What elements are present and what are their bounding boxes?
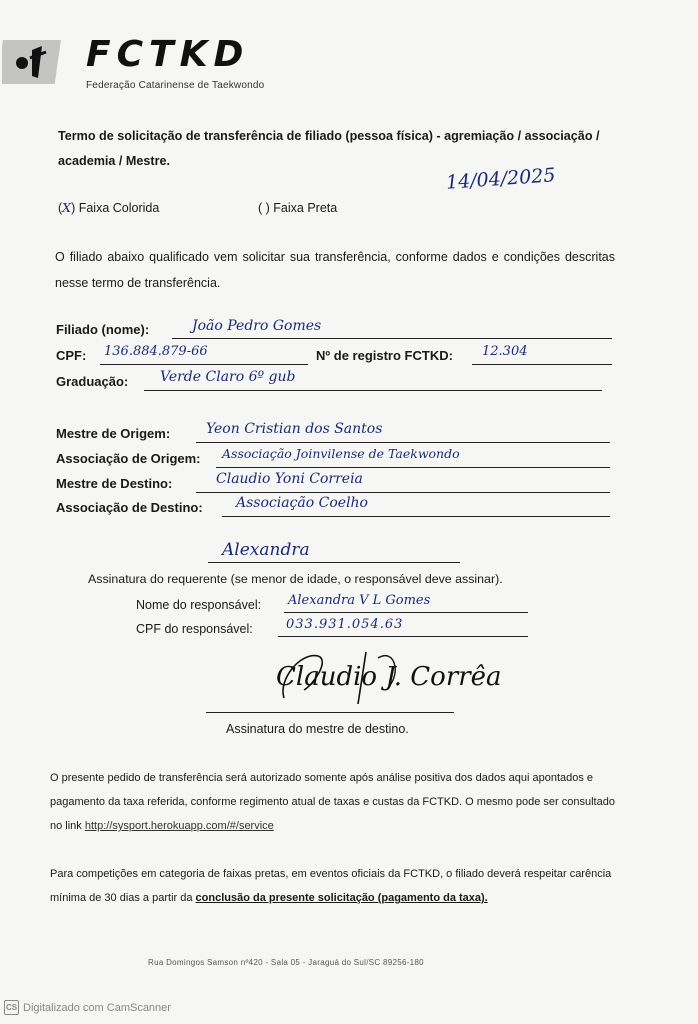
registro-line — [472, 364, 612, 365]
competition-notice — [50, 862, 615, 910]
resp-cpf-value: 033.931.054.63 — [286, 617, 404, 632]
scanner-label: Digitalizado com CamScanner — [23, 1001, 171, 1014]
filiado-line — [172, 338, 612, 339]
transfer-notice-text: O presente pedido de transferência será autorizado somente após análise positiva dos dados aqui apontados e pagamento da taxa referida, conforme regimento atual de taxas e custas da FCTKD. O mesmo pode ser consultado no link — [50, 772, 615, 832]
assoc-destino-label: Associação de Destino: — [56, 500, 203, 515]
camscanner-icon: CS — [4, 1000, 19, 1015]
graduacao-line — [144, 390, 602, 391]
master-signature: Claudio J. Corrêa — [276, 662, 502, 692]
scanner-watermark — [4, 1000, 171, 1015]
belt-checkmark: X — [62, 200, 72, 215]
document-title: Termo de solicitação de transferência de filiado (pessoa física) - agremiação / associação / academia / Mestre. — [58, 129, 600, 168]
handwritten-date: 14/04/2025 — [445, 164, 557, 194]
belt-option-colorida: (X) Faixa Colorida — [58, 200, 160, 215]
resp-name-line — [284, 612, 528, 613]
requester-caption: Assinatura do requerente (se menor de idade, o responsável deve assinar). — [88, 572, 503, 586]
logo-wordmark: FCTKD — [86, 34, 250, 75]
mestre-destino-value: Claudio Yoni Correia — [216, 471, 363, 487]
sysport-link[interactable]: http://sysport.herokuapp.com/#/service — [84, 820, 274, 832]
assoc-destino-line — [222, 516, 610, 517]
filiado-label: Filiado (nome): — [56, 322, 150, 337]
registro-value: 12.304 — [482, 344, 528, 359]
footer-address: Rua Domingos Samson nº420 - Sala 05 - Jaraguá do Sul/SC 89256-180 — [148, 958, 424, 967]
master-signature-flourish-icon — [270, 644, 440, 710]
cpf-value: 136.884.879-66 — [104, 344, 208, 359]
competition-notice-text: Para competições em categoria de faixas pretas, em eventos oficiais da FCTKD, o filiado deverá respeitar carência mínima de 30 dias a partir da — [50, 868, 612, 904]
assoc-origem-line — [216, 467, 610, 468]
mestre-origem-label: Mestre de Origem: — [56, 426, 171, 441]
cpf-line — [100, 364, 308, 365]
master-caption: Assinatura do mestre de destino. — [226, 722, 409, 736]
master-signature-line — [206, 712, 454, 713]
resp-name-value: Alexandra V L Gomes — [288, 593, 431, 608]
competition-notice-emphasis: conclusão da presente solicitação (pagamento da taxa). — [195, 892, 488, 904]
assoc-origem-value: Associação Joinvilense de Taekwondo — [222, 446, 460, 461]
cpf-label: CPF: — [56, 348, 87, 363]
filiado-value: João Pedro Gomes — [192, 318, 322, 334]
requester-signature-line — [208, 562, 460, 563]
graduacao-label: Graduação: — [56, 374, 129, 389]
requester-signature: Alexandra — [222, 540, 310, 560]
mestre-destino-line — [196, 492, 610, 493]
logo-subtitle: Federação Catarinense de Taekwondo — [86, 80, 265, 91]
assoc-destino-value: Associação Coelho — [236, 495, 368, 511]
belt-option-preta: ( ) Faixa Preta — [258, 201, 338, 215]
resp-name-label: Nome do responsável: — [136, 598, 262, 612]
resp-cpf-line — [278, 636, 528, 637]
graduacao-value: Verde Claro 6º gub — [160, 369, 296, 385]
registro-label: Nº de registro FCTKD: — [316, 348, 453, 363]
assoc-origem-label: Associação de Origem: — [56, 451, 201, 466]
belt-label: Faixa Colorida — [78, 201, 160, 215]
intro-paragraph: O filiado abaixo qualificado vem solicitar sua transferência, conforme dados e condições descritas nesse termo de transferência. — [55, 250, 615, 290]
resp-cpf-label: CPF do responsável: — [136, 622, 253, 636]
mestre-origem-value: Yeon Cristian dos Santos — [206, 421, 383, 437]
transfer-notice — [50, 766, 615, 838]
mestre-destino-label: Mestre de Destino: — [56, 476, 173, 491]
fctkd-logo-icon — [2, 32, 66, 96]
belt-label: Faixa Preta — [273, 201, 338, 215]
mestre-origem-line — [196, 442, 610, 443]
